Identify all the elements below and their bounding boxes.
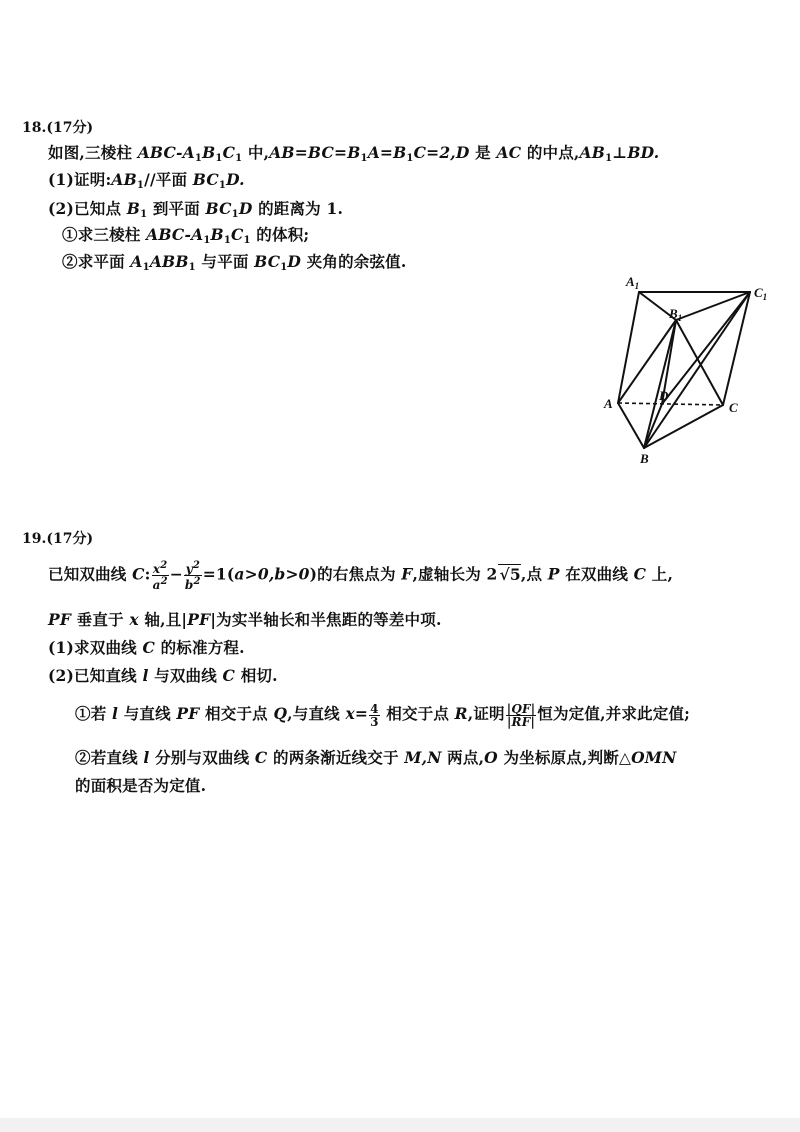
q18-sub2: ②求平面 $A_1ABB_1$ 与平面 $BC_1D$ 夹角的余弦值. [62, 252, 407, 273]
q18-part2: (2)已知点 $B_1$ 到平面 $BC_1D$ 的距离为 1. [48, 199, 344, 220]
fraction-qf-rf: $\frac{|QF|}{|RF|}$ [506, 701, 536, 729]
label-b1: $B_1$ [669, 306, 683, 323]
label-a1: $A_1$ [626, 274, 640, 291]
edge-b-c1 [644, 292, 750, 448]
q18-part1: (1)证明$:AB_1//$平面 $BC_1D$. [48, 170, 245, 191]
fraction-y2-b2: $\frac{y^2}{b^2}$ [184, 560, 201, 592]
label-a: A [604, 396, 613, 411]
q19-part2: (2)已知直线 l 与双曲线 C 相切. [48, 666, 278, 685]
q18-stem: 如图,三棱柱 ABC-$A_1B_1C_1$ 中$,AB=BC=B_1A=B_1C=2,D$ 是 AC 的中点$,AB_1\perp BD$. [48, 143, 660, 164]
edge-a-c-dashed [618, 403, 723, 405]
edge-a-b [618, 403, 644, 448]
q18-number: 18.(17分) [22, 120, 94, 136]
q19-line2: PF 垂直于 x 轴,且|PF|为实半轴长和半焦距的等差中项. [48, 610, 442, 629]
q18-sub1: ①求三棱柱 ABC-$A_1B_1C_1$ 的体积; [62, 225, 310, 246]
fraction-4-3: $\frac{4}{3}$ [370, 701, 379, 729]
prism-figure [596, 272, 782, 468]
q19-sub2: ②若直线 l 分别与双曲线 C 的两条渐近线交于 M,N 两点,O 为坐标原点,判断△OMN [75, 748, 677, 767]
label-c1: $C_1$ [754, 285, 768, 302]
label-b: B [640, 451, 649, 466]
q19-sub1: ①若 l 与直线 PF 相交于点 Q,与直线 x= $\frac{4}{3}$ 相交于点 R,证明 $\frac{|QF|}{|RF|}$ 恒为定值,并求此定值; [75, 701, 691, 729]
label-d: D [659, 388, 669, 403]
q19-part1: (1)求双曲线 C 的标准方程. [48, 638, 245, 657]
label-c: C [729, 400, 738, 415]
edge-b-c [644, 405, 723, 448]
q19-sub2-cont: 的面积是否为定值. [75, 776, 207, 795]
fraction-x2-a2: $\frac{x^2}{a^2}$ [152, 560, 168, 592]
bottom-bar [0, 1118, 800, 1132]
q19-line1: 已知双曲线 C: $\frac{x^2}{a^2}$ − $\frac{y^2}{b^2}$ =1(a>0,b>0)的右焦点为 F,虚轴长为 2 √5,点 P 在双曲线 C 上, [48, 560, 674, 592]
q19-number: 19.(17分) [22, 531, 94, 547]
edge-b-b1 [644, 320, 676, 448]
